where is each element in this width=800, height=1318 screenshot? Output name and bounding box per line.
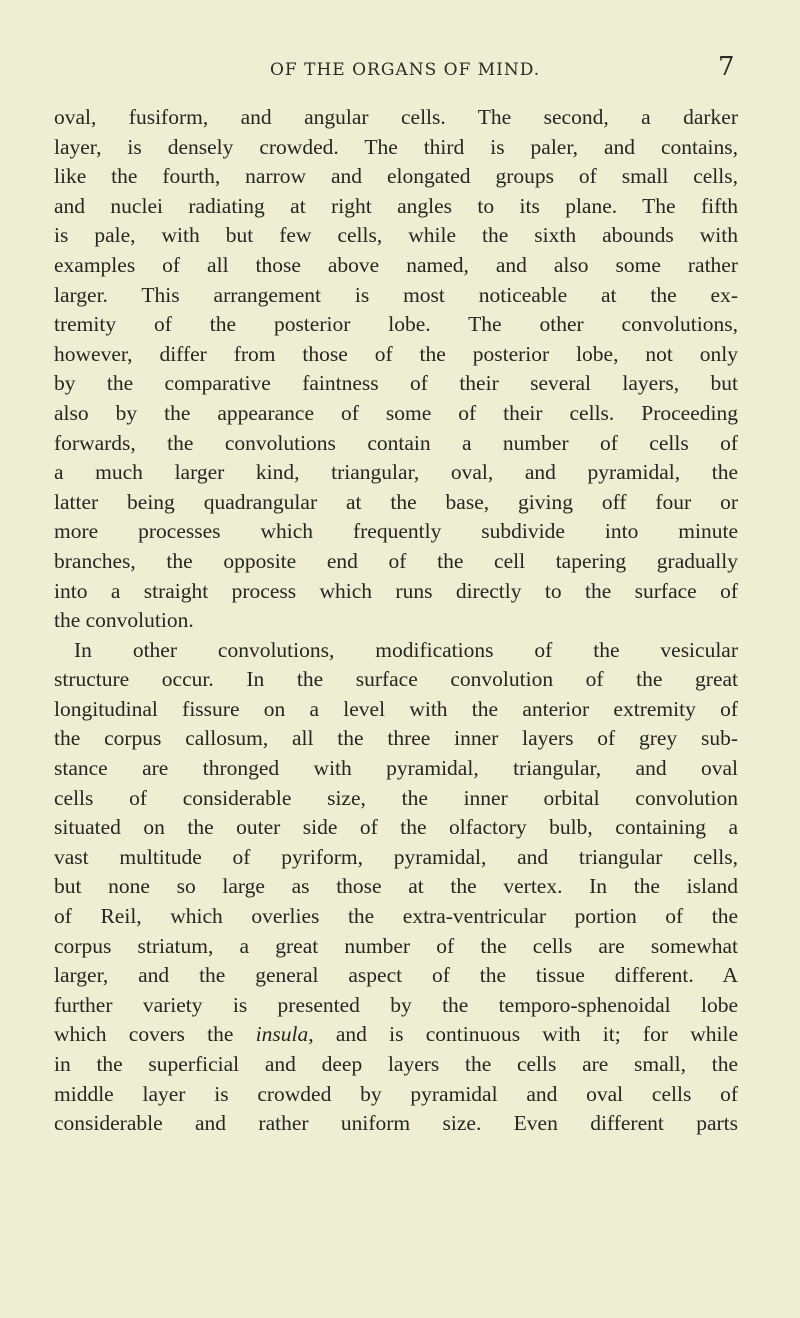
text-line-paragraph-end: the convolution. [54,608,194,633]
text-line: middle layer is crowded by pyramidal and oval cells of [54,1081,738,1106]
text-line: corpus striatum, a great number of the cells are somewhat [54,933,738,958]
text-line: further variety is presented by the temporo-sphenoidal lobe [54,992,738,1017]
text-line: by the comparative faintness of their several layers, but [54,371,738,396]
text-line: longitudinal fissure on a level with the anterior extremity of [54,696,738,721]
text-line: situated on the outer side of the olfactory bulb, containing a [54,815,738,840]
text-line: tremity of the posterior lobe. The other convolutions, [54,312,738,337]
text-line: into a straight process which runs directly to the surface of [54,578,738,603]
insula-italic-word: insula [255,1022,309,1047]
running-title: OF THE ORGANS OF MIND. [270,60,541,80]
text-line: also by the appearance of some of their cells. Proceeding [54,400,738,425]
text-line: larger. This arrangement is most noticeable at the ex- [54,282,738,307]
text-line-insula [54,1020,738,1050]
insula-line-after: , and is continuous with it; for while [308,1022,738,1047]
text-line: oval, fusiform, and angular cells. The second, a darker [54,105,738,129]
text-line: stance are thronged with pyramidal, triangular, and oval [54,756,738,781]
text-line: structure occur. In the surface convolution of the great [54,667,738,692]
text-line: in the superficial and deep layers the cells are small, the [54,1052,738,1076]
text-line: examples of all those above named, and also some rather [54,252,738,277]
text-line: considerable and rather uniform size. Even different parts [54,1111,738,1136]
text-line: larger, and the general aspect of the tissue different. A [54,963,738,988]
text-line: branches, the opposite end of the cell tapering gradually [54,548,738,573]
text-line: of Reil, which overlies the extra-ventricular portion of the [54,904,738,929]
text-line: vast multitude of pyriform, pyramidal, and triangular cells, [54,844,738,869]
text-line: however, differ from those of the posterior lobe, not only [54,341,738,366]
text-line: cells of considerable size, the inner orbital convolution [54,785,738,810]
text-line: but none so large as those at the vertex. In the island [54,874,738,899]
text-line-paragraph-start: In other convolutions, modifications of the vesicular [74,637,738,662]
text-line: latter being quadrangular at the base, giving off four or [54,489,738,514]
body-text [54,103,738,1139]
text-line: is pale, with but few cells, while the sixth abounds with [54,223,738,248]
text-line: more processes which frequently subdivide into minute [54,519,738,544]
text-line: forwards, the convolutions contain a number of cells of [54,430,738,455]
text-line: layer, is densely crowded. The third is paler, and contains, [54,134,738,159]
text-line: a much larger kind, triangular, oval, and pyramidal, the [54,460,738,485]
page-number: 7 [718,52,735,82]
text-line: the corpus callosum, all the three inner layers of grey sub- [54,726,738,751]
text-line: and nuclei radiating at right angles to its plane. The fifth [54,193,738,218]
insula-line-before: which covers the [54,1022,256,1047]
text-line: like the fourth, narrow and elongated groups of small cells, [54,164,738,189]
